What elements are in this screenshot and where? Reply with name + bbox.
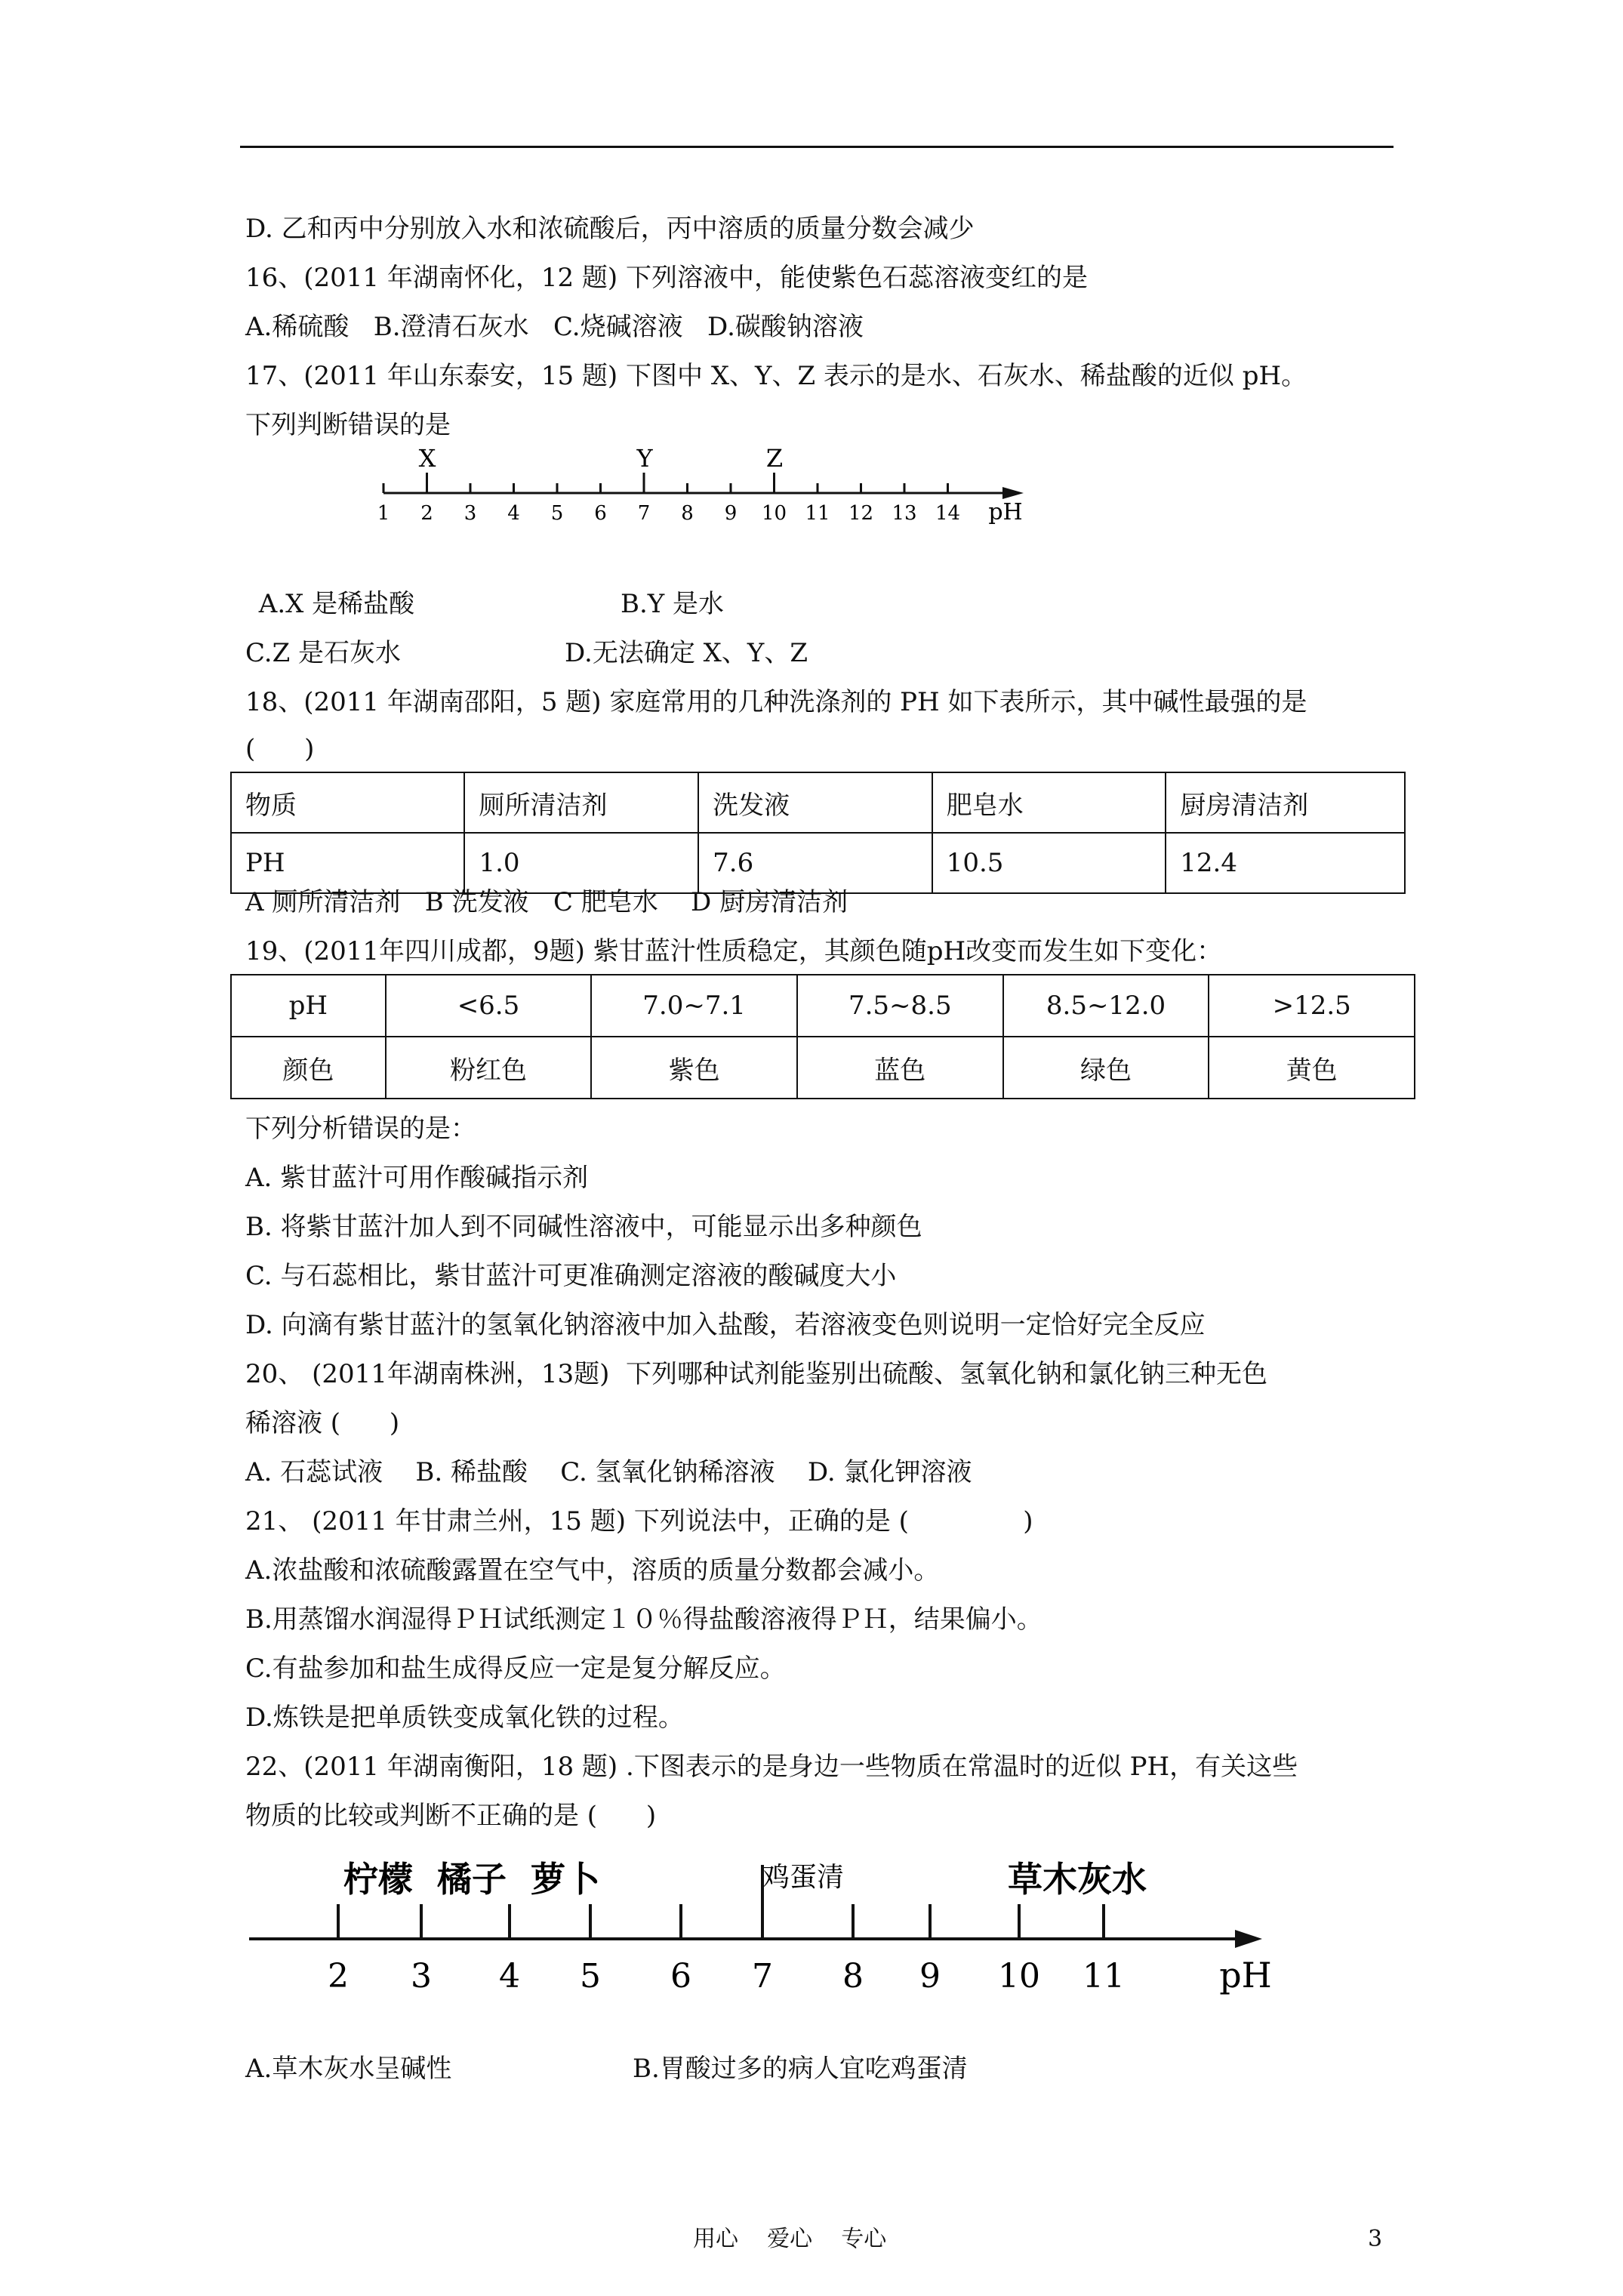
ph-scale-17-unit: pH: [988, 499, 1023, 525]
page-number: 3: [1368, 2226, 1383, 2252]
ph-scale-22-tick-label: 11: [1083, 1957, 1125, 1996]
option-19b: B. 将紫甘蓝汁加人到不同碱性溶液中，可能显示出多种颜色: [245, 1212, 922, 1242]
option-22b: B.胃酸过多的病人宜吃鸡蛋清: [633, 2054, 968, 2084]
table-cell: 粉红色: [386, 1037, 592, 1099]
footer-slogan: 用心 爱心 专心: [693, 2226, 887, 2252]
ph-scale-22-mid-label: 鸡蛋清: [762, 1862, 845, 1893]
table-row: [231, 975, 1415, 1037]
table-19: [230, 974, 1415, 1099]
header-rule: [240, 146, 1394, 148]
ph-scale-22-tick-label: 4: [499, 1957, 520, 1996]
table-cell: PH: [231, 833, 464, 893]
table-cell: 物质: [231, 772, 464, 833]
option-21d: D.炼铁是把单质铁变成氧化铁的过程。: [245, 1703, 684, 1733]
table-cell: 8.5~12.0: [1003, 975, 1209, 1037]
table-cell: 7.6: [698, 833, 932, 893]
option-17c: C.Z 是石灰水: [245, 638, 402, 668]
ph-scale-17-tick-label: 13: [892, 502, 917, 525]
table-cell: 厨房清洁剂: [1166, 772, 1405, 833]
question-18: 18、(2011 年湖南邵阳，5 题) 家庭常用的几种洗涤剂的 PH 如下表所示，其中碱性最强的是: [245, 687, 1307, 717]
ph-scale-17-marker-x: X: [418, 444, 436, 473]
ph-scale-22-tick-label: 5: [580, 1957, 601, 1996]
ph-scale-17-tick-label: 1: [377, 502, 390, 525]
ph-scale-17-tick-label: 7: [637, 502, 651, 525]
ph-scale-17-tick-label: 14: [935, 502, 961, 525]
ph-scale-17-tick-label: 4: [507, 502, 520, 525]
options-16: A.稀硫酸 B.澄清石灰水 C.烧碱溶液 D.碳酸钠溶液: [245, 312, 864, 342]
ph-scale-22-unit: pH: [1219, 1955, 1272, 1996]
table-row: [231, 1037, 1415, 1099]
table-18: [230, 772, 1406, 894]
table-cell: 厕所清洁剂: [464, 772, 698, 833]
question-21: 21、 (2011 年甘肃兰州，15 题) 下列说法中，正确的是 ( ): [245, 1506, 1033, 1536]
table-cell: 12.4: [1166, 833, 1405, 893]
ph-scale-22-tick-label: 7: [752, 1957, 773, 1996]
options-20: A. 石蕊试液 B. 稀盐酸 C. 氢氧化钠稀溶液 D. 氯化钾溶液: [245, 1457, 972, 1487]
table-cell: >12.5: [1209, 975, 1415, 1037]
table-cell: 颜色: [231, 1037, 386, 1099]
table-cell: <6.5: [386, 975, 592, 1037]
ph-scale-22-tick-label: 9: [919, 1957, 941, 1996]
option-15d: D. 乙和丙中分别放入水和浓硫酸后，丙中溶质的质量分数会减少: [245, 214, 975, 244]
option-19c: C. 与石蕊相比，紫甘蓝汁可更准确测定溶液的酸碱度大小: [245, 1261, 897, 1291]
ph-scale-22-right-label: 草木灰水: [1008, 1859, 1147, 1900]
table-cell: 蓝色: [797, 1037, 1003, 1099]
option-19d: D. 向滴有紫甘蓝汁的氢氧化钠溶液中加入盐酸，若溶液变色则说明一定恰好完全反应: [245, 1310, 1206, 1340]
table-cell: 7.5~8.5: [797, 975, 1003, 1037]
question-16: 16、(2011 年湖南怀化，12 题) 下列溶液中，能使紫色石蕊溶液变红的是: [245, 263, 1089, 293]
ph-scale-22-tick-label: 3: [411, 1957, 432, 1996]
question-18-blank: ( ): [245, 734, 315, 764]
ph-scale-17-marker-y: Y: [636, 444, 653, 473]
ph-scale-17-tick-label: 5: [550, 502, 564, 525]
ph-scale-17-tick-label: 6: [594, 502, 607, 525]
ph-scale-22-tick-label: 10: [998, 1957, 1040, 1996]
table-cell: 洗发液: [698, 772, 932, 833]
ph-scale-17-tick-label: 12: [848, 502, 874, 525]
question-20: 20、 (2011年湖南株洲，13题) 下列哪种试剂能鉴别出硫酸、氢氧化钠和氯化钠三种无色: [245, 1359, 1268, 1389]
table-cell: 7.0~7.1: [591, 975, 797, 1037]
question-20-cont: 稀溶液 ( ): [245, 1408, 400, 1438]
ph-scale-17-tick-label: 10: [761, 502, 787, 525]
option-17d: D.无法确定 X、Y、Z: [565, 638, 808, 668]
ph-scale-17: [362, 444, 1027, 527]
ph-scale-22: [242, 1842, 1283, 2008]
question-17: 17、(2011 年山东泰安，15 题) 下图中 X、Y、Z 表示的是水、石灰水、稀盐酸的近似 pH。: [245, 361, 1307, 391]
ph-scale-17-tick-label: 8: [681, 502, 694, 525]
option-17a: A.X 是稀盐酸: [251, 589, 415, 619]
ph-scale-22-tick-label: 6: [670, 1957, 691, 1996]
options-18: A 厕所清洁剂 B 洗发液 C 肥皂水 D 厨房清洁剂: [245, 887, 848, 917]
table-cell: 10.5: [932, 833, 1166, 893]
table-row: [231, 833, 1405, 893]
table-cell: 绿色: [1003, 1037, 1209, 1099]
ph-scale-22-tick-label: 2: [328, 1957, 349, 1996]
ph-scale-17-tick-label: 2: [420, 502, 433, 525]
option-17b: B.Y 是水: [621, 589, 725, 619]
ph-scale-17-tick-label: 9: [724, 502, 738, 525]
ph-scale-17-tick-label: 11: [805, 502, 830, 525]
question-19: 19、(2011年四川成都，9题) 紫甘蓝汁性质稳定，其颜色随pH改变而发生如下变化：: [245, 936, 1223, 966]
table-cell: 黄色: [1209, 1037, 1415, 1099]
table-cell: 紫色: [591, 1037, 797, 1099]
table-row: [231, 772, 1405, 833]
question-17-cont: 下列判断错误的是: [245, 410, 451, 440]
ph-scale-22-left-labels: 柠檬 橘子 萝卜: [343, 1859, 601, 1900]
ph-scale-17-tick-label: 3: [463, 502, 477, 525]
option-21a: A.浓盐酸和浓硫酸露置在空气中，溶质的质量分数都会减小。: [245, 1555, 940, 1586]
option-19a: A. 紫甘蓝汁可用作酸碱指示剂: [245, 1163, 589, 1193]
ph-scale-22-tick-label: 8: [842, 1957, 864, 1996]
table-cell: 1.0: [464, 833, 698, 893]
option-22a: A.草木灰水呈碱性: [245, 2054, 452, 2084]
question-22: 22、(2011 年湖南衡阳，18 题) .下图表示的是身边一些物质在常温时的近似 PH，有关这些: [245, 1752, 1298, 1782]
question-19-prompt: 下列分析错误的是：: [245, 1114, 476, 1144]
table-cell: 肥皂水: [932, 772, 1166, 833]
question-22-cont: 物质的比较或判断不正确的是 ( ): [245, 1801, 657, 1831]
option-21c: C.有盐参加和盐生成得反应一定是复分解反应。: [245, 1653, 786, 1684]
table-cell: pH: [231, 975, 386, 1037]
option-21b: B.用蒸馏水润湿得ＰＨ试纸测定１０％得盐酸溶液得ＰＨ，结果偏小。: [245, 1604, 1042, 1635]
ph-scale-17-marker-z: Z: [765, 444, 784, 473]
